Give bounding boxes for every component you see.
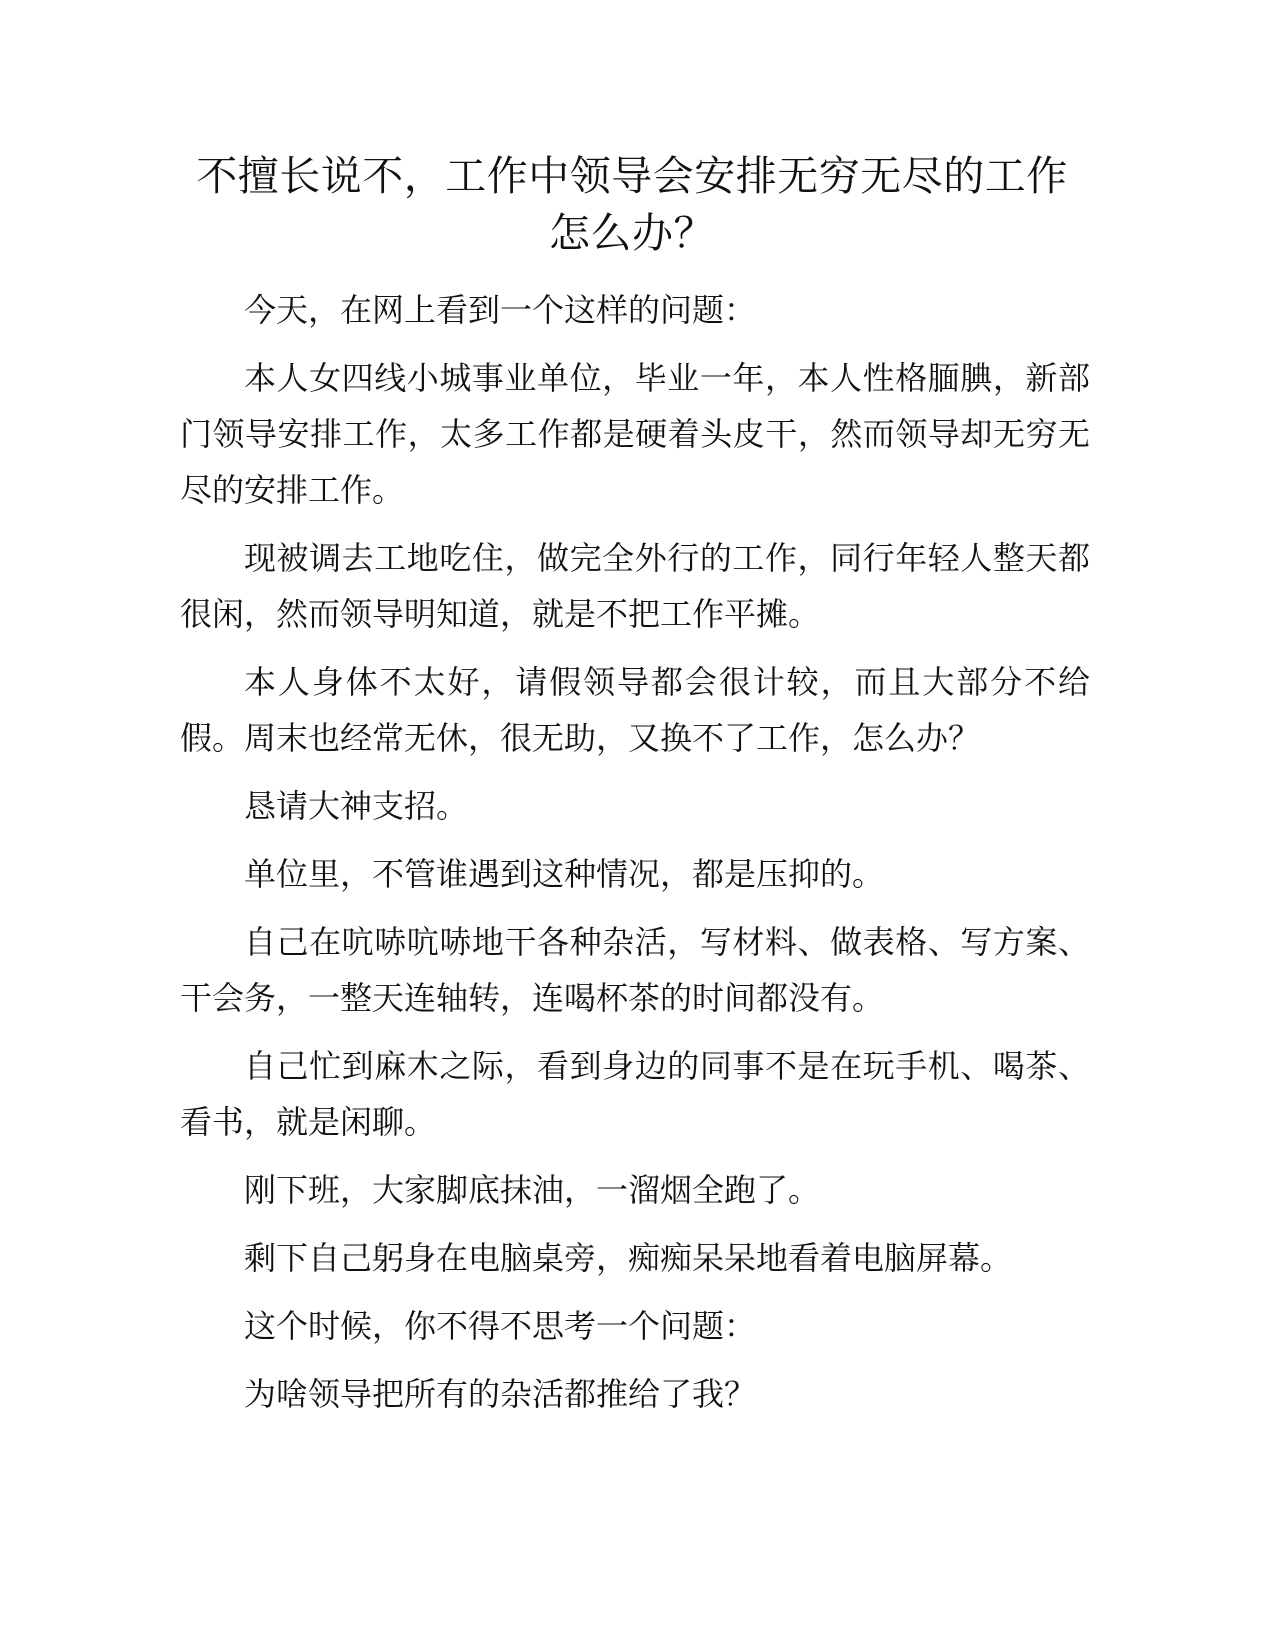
paragraph: 今天，在网上看到一个这样的问题： <box>244 291 757 329</box>
paragraph: 这个时候，你不得不思考一个问题： <box>244 1307 757 1345</box>
paragraph: 单位里，不管谁遇到这种情况，都是压抑的。 <box>244 855 885 893</box>
paragraph: 本人女四线小城事业单位，毕业一年，本人性格腼腆，新部门领导安排工作，太多工作都是硬着头皮干，然而领导却无穷无尽的安排工作。 <box>180 359 1090 509</box>
paragraph: 剩下自己躬身在电脑桌旁，痴痴呆呆地看着电脑屏幕。 <box>244 1239 1013 1277</box>
paragraph: 刚下班，大家脚底抹油，一溜烟全跑了。 <box>244 1171 821 1209</box>
paragraph: 现被调去工地吃住，做完全外行的工作，同行年轻人整天都很闲，然而领导明知道，就是不把工作平摊。 <box>180 539 1090 633</box>
paragraph: 恳请大神支招。 <box>244 787 469 825</box>
paragraph: 为啥领导把所有的杂活都推给了我？ <box>244 1375 757 1413</box>
paragraph: 自己在吭哧吭哧地干各种杂活，写材料、做表格、写方案、干会务，一整天连轴转，连喝杯茶的时间都没有。 <box>180 923 1090 1017</box>
paragraph: 本人身体不太好，请假领导都会很计较，而且大部分不给假。周末也经常无休，很无助，又换不了工作，怎么办？ <box>180 663 1090 757</box>
paragraph: 自己忙到麻木之际，看到身边的同事不是在玩手机、喝茶、看书，就是闲聊。 <box>180 1047 1090 1141</box>
document-body <box>180 282 1090 1434</box>
document-title: 不擅长说不，工作中领导会安排无穷无尽的工作怎么办？ <box>196 152 1068 257</box>
